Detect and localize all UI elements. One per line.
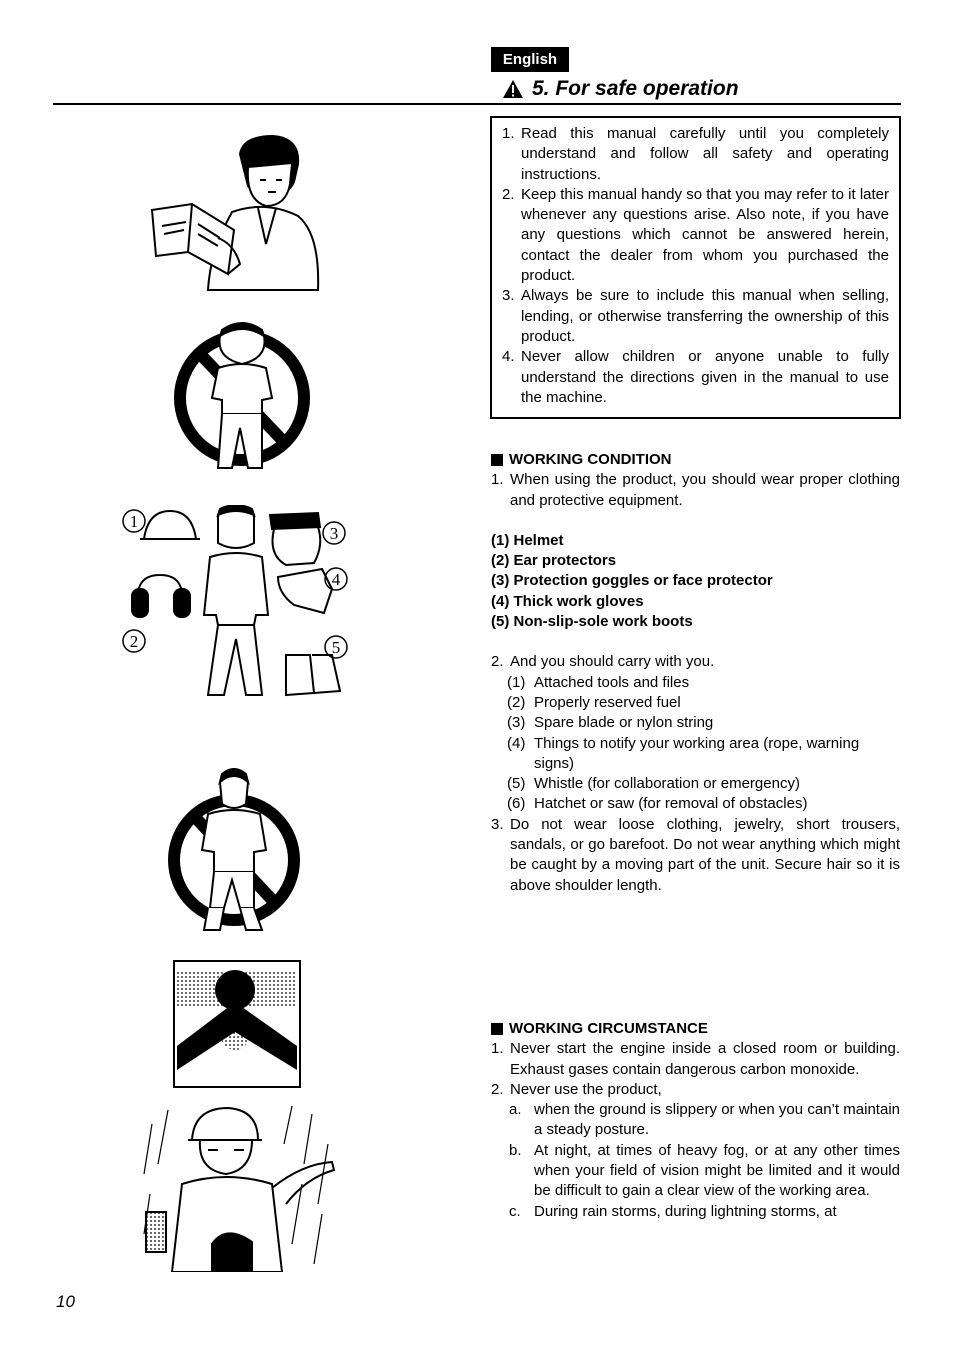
- carry-item: (1) Attached tools and files: [507, 673, 690, 691]
- callout-2-label: 2: [129, 632, 139, 651]
- rain-storm-illustration: [142, 1104, 338, 1272]
- carry-item: (4) Things to notify your working area (rope, warning signs): [507, 734, 860, 772]
- header-rule: [53, 103, 901, 105]
- carry-item: (3) Spare blade or nylon string: [507, 714, 714, 732]
- section-title-text: 5. For safe operation: [532, 77, 739, 100]
- bullet-square-icon: [491, 454, 503, 466]
- equipment-item: (3) Protection goggles or face protector: [491, 572, 773, 590]
- no-loose-clothing-illustration: [166, 768, 306, 936]
- callout-5-label: 5: [331, 638, 341, 657]
- section-title: [502, 74, 739, 104]
- callout-4-label: 4: [331, 570, 341, 589]
- equipment-item: (2) Ear protectors: [491, 552, 617, 570]
- working-condition-section: [491, 450, 900, 896]
- working-condition-heading: WORKING CONDITION: [491, 450, 900, 470]
- intro-item: 1. Read this manual carefully until you completely understand and follow all safety and operating instructions.: [502, 125, 889, 183]
- carry-item: (5) Whistle (for collaboration or emergency): [507, 775, 800, 793]
- intro-box: [490, 116, 901, 419]
- working-circumstance-section: [491, 1019, 900, 1222]
- callout-3-label: 3: [329, 524, 339, 543]
- working-circumstance-heading: WORKING CIRCUMSTANCE: [491, 1019, 900, 1039]
- circumstance-item-1: 1. Never start the engine inside a closed room or building. Exhaust gases contain dangerous carbon monoxide.: [491, 1040, 900, 1078]
- circumstance-item-2: 2. Never use the product,: [491, 1080, 662, 1098]
- condition-item-1: 1. When using the product, you should wear proper clothing and protective equipment.: [491, 471, 900, 509]
- circumstance-case: b. At night, at times of heavy fog, or at any other times when your field of vision might be limited and it would be difficult to gain a clear view of the working area.: [509, 1141, 900, 1200]
- language-badge: English: [491, 47, 569, 72]
- intro-list: [502, 124, 889, 408]
- equipment-list: [491, 531, 900, 632]
- bullet-square-icon: [491, 1023, 503, 1035]
- exhaust-gas-warning-icon: [173, 960, 301, 1088]
- intro-item: 2. Keep this manual handy so that you may refer to it later whenever any questions arise. Also note, if you have any questions which cannot be answered herein, contact the dealer from whom you purchased the product.: [502, 185, 889, 285]
- carry-item: (2) Properly reserved fuel: [507, 693, 681, 711]
- warning-triangle-icon: [502, 79, 524, 99]
- reading-manual-illustration: [148, 134, 324, 292]
- condition-item-2: 2. And you should carry with you.: [491, 653, 715, 671]
- intro-item: 3. Always be sure to include this manual when selling, lending, or otherwise transferring the ownership of this product.: [502, 287, 889, 345]
- condition-item-3: 3. Do not wear loose clothing, jewelry, short trousers, sandals, or go barefoot. Do not wear anything which might be caught by a moving part of the unit. Secure hair so it is above shoulder length.: [491, 815, 900, 894]
- circumstance-case: c. During rain storms, during lightning storms, at: [509, 1202, 837, 1220]
- callout-1-label: 1: [129, 512, 139, 531]
- equipment-item: (5) Non-slip-sole work boots: [491, 613, 693, 631]
- circumstance-case: a. when the ground is slippery or when you can’t maintain a steady posture.: [509, 1101, 900, 1139]
- page-number: 10: [56, 1292, 75, 1311]
- equipment-item: (4) Thick work gloves: [491, 592, 644, 610]
- protective-equipment-illustration: [118, 505, 354, 705]
- intro-item: 4. Never allow children or anyone unable to fully understand the directions given in the manual to use the machine.: [502, 348, 889, 406]
- carry-item: (6) Hatchet or saw (for removal of obstacles): [507, 795, 808, 813]
- no-children-illustration: [170, 318, 316, 478]
- equipment-item: (1) Helmet: [491, 531, 564, 549]
